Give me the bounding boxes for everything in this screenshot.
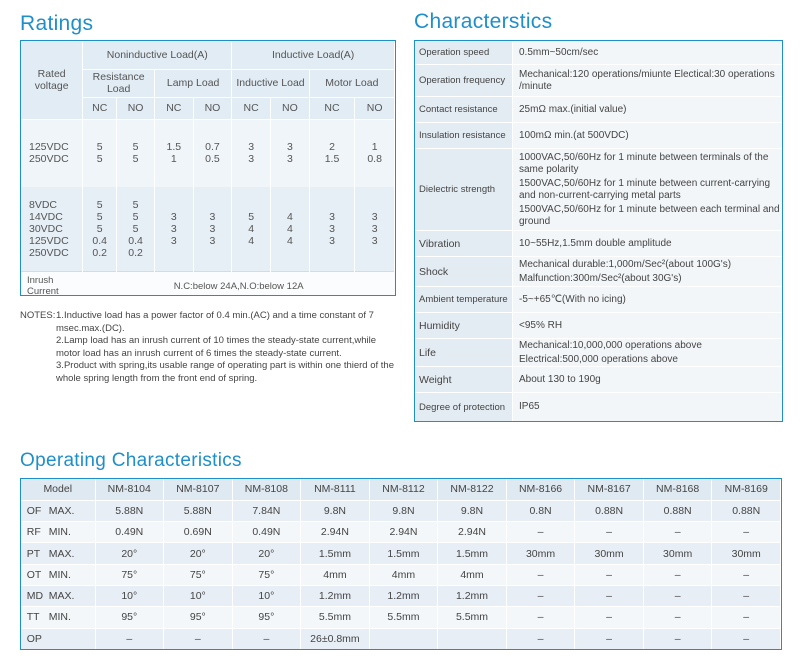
notes-prefix: NOTES: (20, 310, 56, 321)
operating-value: 0.49N (95, 522, 164, 543)
characteristic-value-line: About 130 to 190g (519, 373, 601, 385)
parameter-limit: MIN. (48, 568, 71, 581)
operating-value: – (712, 522, 781, 543)
characteristic-value-line: 1500VAC,50/60Hz for 1 minute between each terminal and ground (519, 204, 780, 227)
ratings-value: 5 (96, 153, 103, 166)
parameter-code: RF (26, 526, 41, 539)
operating-value: 9.8N (301, 500, 370, 521)
characteristic-row (415, 231, 782, 257)
ratings-value: 0.2 (128, 246, 143, 259)
operating-value: 2.94N (301, 522, 370, 543)
operating-title: Operating Characteristics (20, 450, 242, 471)
note-number: 3. (56, 360, 64, 371)
ratings-value: 0.4 (92, 234, 108, 247)
ratings-value: 3 (209, 210, 216, 223)
operating-value: 5.5mm (301, 607, 370, 628)
operating-value: – (506, 607, 575, 628)
nc-header: NC (309, 97, 355, 119)
operating-value: 10° (164, 585, 233, 606)
characteristic-label: Operation speed (415, 41, 513, 64)
operating-value: 10° (95, 585, 164, 606)
operating-value: 0.69N (164, 522, 233, 543)
ratings-cell (355, 119, 395, 187)
characteristic-value (513, 65, 782, 96)
ratings-cell (117, 187, 155, 271)
characteristic-value (513, 257, 782, 286)
ratings-value (194, 247, 232, 259)
ratings-value: 1 (170, 153, 177, 166)
characteristic-value-line: Mechanical:10,000,000 operations above (519, 340, 702, 351)
ratings-cell (232, 187, 271, 271)
parameter-limit: MIN. (48, 611, 71, 624)
operating-value: – (164, 628, 233, 649)
characteristic-row (415, 97, 782, 123)
operating-value: 0.8N (506, 500, 575, 521)
ratings-value (155, 199, 193, 211)
ratings-value (232, 199, 270, 211)
characteristic-row (415, 257, 782, 287)
characteristic-value (513, 231, 782, 256)
operating-value (369, 628, 438, 649)
operating-value: 75° (232, 564, 301, 585)
inductive-header: Inductive Load(A) (232, 41, 395, 69)
ratings-value: 3 (170, 234, 177, 247)
operating-value: 0.88N (575, 500, 644, 521)
characteristics-table (414, 40, 783, 422)
ratings-value: 125VDC (29, 141, 69, 154)
operating-value: 95° (232, 607, 301, 628)
operating-value: – (506, 522, 575, 543)
ratings-cell (355, 187, 395, 271)
parameter-label (21, 500, 95, 521)
operating-value: 5.5mm (438, 607, 507, 628)
ratings-cell (83, 187, 117, 271)
characteristic-label: Vibration (415, 231, 513, 256)
ratings-value: 30VDC (29, 222, 63, 235)
ratings-value (355, 247, 394, 259)
ratings-cell (271, 119, 310, 187)
characteristic-label: Contact resistance (415, 97, 513, 122)
ratings-value: 250VDC (29, 246, 69, 259)
ratings-title: Ratings (20, 12, 94, 35)
operating-value: 95° (164, 607, 233, 628)
operating-value: – (575, 585, 644, 606)
characteristic-value (513, 123, 782, 148)
operating-value: 10° (232, 585, 301, 606)
characteristic-value (513, 41, 782, 64)
parameter-limit: MAX. (48, 504, 75, 517)
model-name: NM-8104 (95, 479, 164, 500)
operating-value (438, 628, 507, 649)
operating-row (21, 564, 781, 585)
characteristic-label: Insulation resistance (415, 123, 513, 148)
notes (20, 310, 402, 385)
characteristic-row (415, 149, 782, 231)
ratings-value: 0.2 (92, 246, 108, 259)
operating-value: – (712, 585, 781, 606)
ratings-value: 1.5 (324, 153, 340, 166)
operating-value: – (712, 628, 781, 649)
ratings-value: 3 (329, 222, 335, 235)
ratings-value: 14VDC (29, 210, 63, 223)
ratings-value: 3 (170, 222, 177, 235)
parameter-limit: MAX. (48, 590, 75, 603)
ratings-value: 0.8 (367, 153, 382, 166)
operating-value: 1.2mm (369, 585, 438, 606)
ratings-value: 5 (96, 198, 103, 211)
ratings-value: 5 (132, 153, 139, 166)
ratings-cell (21, 119, 83, 187)
characteristic-value-line: 1500VAC,50/60Hz for 1 minute between current-carrying and non-current-carrying metal parts (519, 178, 771, 201)
characteristic-row (415, 287, 782, 313)
operating-value: 20° (95, 543, 164, 564)
operating-row (21, 607, 781, 628)
operating-value: – (643, 522, 712, 543)
ratings-value (232, 247, 270, 259)
ratings-value (310, 199, 355, 211)
parameter-label (21, 543, 95, 564)
characteristics-title: Characterstics (414, 10, 553, 33)
operating-value: – (506, 564, 575, 585)
operating-value: 0.49N (232, 522, 301, 543)
characteristic-row (415, 339, 782, 367)
ratings-table (20, 40, 396, 296)
characteristic-row (415, 41, 782, 65)
ratings-value: 5 (96, 141, 103, 154)
parameter-code: OT (26, 568, 42, 581)
operating-value: 5.88N (95, 500, 164, 521)
no-header: NO (355, 97, 395, 119)
resistance-load-header: Resistance Load (83, 69, 155, 97)
ratings-value: 4 (286, 210, 293, 223)
ratings-cell (83, 119, 117, 187)
operating-value: – (643, 564, 712, 585)
ratings-value: 3 (371, 222, 378, 235)
ratings-value: 1 (371, 141, 378, 154)
operating-value: 75° (164, 564, 233, 585)
operating-value: 75° (95, 564, 164, 585)
parameter-code: OF (26, 504, 42, 517)
parameter-label (21, 607, 95, 628)
parameter-limit: MAX. (48, 547, 75, 560)
operating-value: 20° (232, 543, 301, 564)
noninductive-header: Noninductive Load(A) (83, 41, 232, 69)
operating-value: 95° (95, 607, 164, 628)
characteristic-row (415, 367, 782, 393)
ratings-cell (21, 187, 83, 271)
characteristic-value-line: Electrical:500,000 operations above (519, 353, 678, 365)
characteristic-value-line: Mechanical:120 operations/miunte Electical:30 operations /minute (519, 69, 775, 92)
characteristic-row (415, 123, 782, 149)
operating-value: – (95, 628, 164, 649)
characteristic-value (513, 287, 782, 312)
model-name: NM-8168 (643, 479, 712, 500)
operating-value: – (712, 607, 781, 628)
ratings-value: 3 (248, 141, 255, 154)
characteristic-value-line: 1000VAC,50/60Hz for 1 minute between terminals of the same polarity (519, 152, 769, 175)
nc-header: NC (154, 97, 193, 119)
parameter-code: PT (26, 547, 41, 560)
operating-value: 30mm (506, 543, 575, 564)
operating-value: 7.84N (232, 500, 301, 521)
ratings-value: 5 (132, 222, 139, 235)
characteristic-label: Shock (415, 257, 513, 286)
operating-value: – (506, 585, 575, 606)
characteristic-value (513, 393, 782, 421)
operating-value: 1.2mm (438, 585, 507, 606)
inrush-value: N.C:below 24A,N.O:below 12A (83, 271, 395, 296)
nc-header: NC (83, 97, 117, 119)
characteristic-value-line: Mechanical durable:1,000m/Sec²(about 100G's) (519, 259, 732, 270)
characteristic-label: Weight (415, 367, 513, 392)
operating-row (21, 585, 781, 606)
operating-value: – (575, 564, 644, 585)
inductive-load-header: Inductive Load (232, 69, 309, 97)
characteristic-value (513, 313, 782, 338)
operating-value: 4mm (369, 564, 438, 585)
ratings-value: 4 (286, 234, 293, 247)
ratings-value: 5 (132, 198, 139, 211)
lamp-load-header: Lamp Load (154, 69, 231, 97)
operating-value: 1.5mm (301, 543, 370, 564)
ratings-cell (117, 119, 155, 187)
model-name: NM-8107 (164, 479, 233, 500)
ratings-value: 3 (329, 210, 335, 223)
parameter-label (21, 522, 95, 543)
parameter-label (21, 585, 95, 606)
operating-value: – (643, 628, 712, 649)
operating-value: 26±0.8mm (301, 628, 370, 649)
operating-value: 20° (164, 543, 233, 564)
operating-row (21, 628, 781, 649)
ratings-cell (154, 119, 193, 187)
ratings-value: 5 (96, 210, 103, 223)
model-name: NM-8108 (232, 479, 301, 500)
ratings-value: 8VDC (29, 198, 58, 211)
parameter-label (21, 628, 95, 649)
nc-header: NC (232, 97, 271, 119)
ratings-value: 0.7 (205, 141, 220, 154)
ratings-value: 3 (286, 141, 293, 154)
characteristic-value-line: 10~55Hz,1.5mm double amplitude (519, 237, 672, 249)
model-name: NM-8112 (369, 479, 438, 500)
characteristic-value-line: 25mΩ max.(initial value) (519, 103, 627, 115)
operating-table (20, 478, 782, 650)
characteristic-label: Humidity (415, 313, 513, 338)
ratings-cell (154, 187, 193, 271)
note-number: 1. (56, 310, 64, 321)
characteristic-value-line: IP65 (519, 401, 540, 413)
operating-value: 2.94N (369, 522, 438, 543)
operating-value: 4mm (438, 564, 507, 585)
ratings-value: 5 (248, 210, 255, 223)
operating-row (21, 543, 781, 564)
ratings-value: 4 (248, 234, 255, 247)
operating-value: – (506, 628, 575, 649)
characteristic-value-line: <95% RH (519, 319, 563, 331)
parameter-limit: MIN. (48, 526, 71, 539)
ratings-cell (271, 187, 310, 271)
note-text: Inductive load has a power factor of 0.4 min.(AC) and a time constant of 7 msec.max.(DC). (56, 310, 374, 334)
ratings-value (271, 199, 309, 211)
characteristic-row (415, 313, 782, 339)
ratings-value: 3 (209, 234, 216, 247)
operating-value: 1.5mm (438, 543, 507, 564)
operating-value: 1.5mm (369, 543, 438, 564)
ratings-value: 250VDC (29, 153, 69, 166)
ratings-value: 0.5 (205, 153, 220, 166)
ratings-value: 3 (248, 153, 255, 166)
model-name: NM-8111 (301, 479, 370, 500)
model-name: NM-8167 (575, 479, 644, 500)
characteristic-value (513, 97, 782, 122)
characteristic-value (513, 367, 782, 392)
ratings-value: 3 (329, 234, 335, 247)
characteristic-label: Dielectric strength (415, 149, 513, 230)
ratings-value (271, 247, 309, 259)
operating-value: – (575, 522, 644, 543)
no-header: NO (193, 97, 232, 119)
ratings-value: 3 (371, 210, 378, 223)
ratings-value: 5 (132, 141, 139, 154)
no-header: NO (117, 97, 155, 119)
ratings-value (155, 247, 193, 259)
ratings-value: 3 (170, 210, 177, 223)
parameter-code: TT (26, 611, 40, 624)
operating-value: 9.8N (369, 500, 438, 521)
ratings-cell (309, 187, 355, 271)
note-text: Lamp load has an inrush current of 10 times the steady-state current,while motor load has an inrush current of 6 times the steady-state current. (56, 335, 377, 359)
characteristic-row (415, 393, 782, 421)
ratings-value: 5 (96, 222, 103, 235)
operating-value: 0.88N (643, 500, 712, 521)
operating-row (21, 522, 781, 543)
operating-value: – (575, 607, 644, 628)
characteristic-value (513, 339, 782, 366)
note-number: 2. (56, 335, 64, 346)
operating-value: 2.94N (438, 522, 507, 543)
ratings-value (310, 247, 355, 259)
characteristic-row (415, 65, 782, 97)
characteristic-label: Degree of protection (415, 393, 513, 421)
characteristic-label: Ambient temperature (415, 287, 513, 312)
model-name: NM-8122 (438, 479, 507, 500)
ratings-cell (309, 119, 355, 187)
operating-value: 9.8N (438, 500, 507, 521)
inrush-label: Inrush Current (21, 271, 83, 296)
ratings-value: 1.5 (166, 141, 182, 154)
parameter-label (21, 564, 95, 585)
parameter-code: OP (26, 632, 42, 645)
characteristic-value (513, 149, 782, 230)
characteristic-value-line: 0.5mm~50cm/sec (519, 46, 599, 58)
operating-value: 5.88N (164, 500, 233, 521)
rated-voltage-header: Rated voltage (21, 41, 83, 119)
model-name: NM-8169 (712, 479, 781, 500)
operating-value: 1.2mm (301, 585, 370, 606)
ratings-value: 4 (286, 222, 293, 235)
operating-value: 30mm (575, 543, 644, 564)
ratings-value: 0.4 (128, 234, 143, 247)
operating-value: 30mm (712, 543, 781, 564)
ratings-cell (193, 187, 232, 271)
ratings-value: 3 (286, 153, 293, 166)
operating-value: 0.88N (712, 500, 781, 521)
characteristic-label: Operation frequency (415, 65, 513, 96)
operating-value: 4mm (301, 564, 370, 585)
note-text: Product with spring,its usable range of operating part is within one thierd of the whole spring length from the front end of spring. (56, 360, 394, 384)
model-header: Model (21, 479, 95, 500)
ratings-cell (193, 119, 232, 187)
ratings-value: 3 (371, 234, 378, 247)
no-header: NO (271, 97, 310, 119)
ratings-value: 125VDC (29, 234, 69, 247)
ratings-cell (232, 119, 271, 187)
characteristic-value-line: 100mΩ min.(at 500VDC) (519, 129, 629, 141)
parameter-code: MD (26, 590, 44, 603)
ratings-value: 5 (132, 210, 139, 223)
characteristic-value-line: Malfunction:300m/Sec²(about 30G's) (519, 272, 682, 284)
ratings-value (194, 199, 232, 211)
operating-value: – (232, 628, 301, 649)
operating-row (21, 500, 781, 521)
characteristic-label: Life (415, 339, 513, 366)
motor-load-header: Motor Load (309, 69, 394, 97)
operating-value: – (575, 628, 644, 649)
ratings-value: 2 (329, 141, 335, 154)
operating-value: – (712, 564, 781, 585)
operating-value: 30mm (643, 543, 712, 564)
ratings-value (355, 199, 394, 211)
characteristic-value-line: -5~+65℃(With no icing) (519, 293, 626, 305)
ratings-value: 4 (248, 222, 255, 235)
operating-value: – (643, 607, 712, 628)
operating-value: – (643, 585, 712, 606)
model-name: NM-8166 (506, 479, 575, 500)
ratings-value: 3 (209, 222, 216, 235)
operating-value: 5.5mm (369, 607, 438, 628)
